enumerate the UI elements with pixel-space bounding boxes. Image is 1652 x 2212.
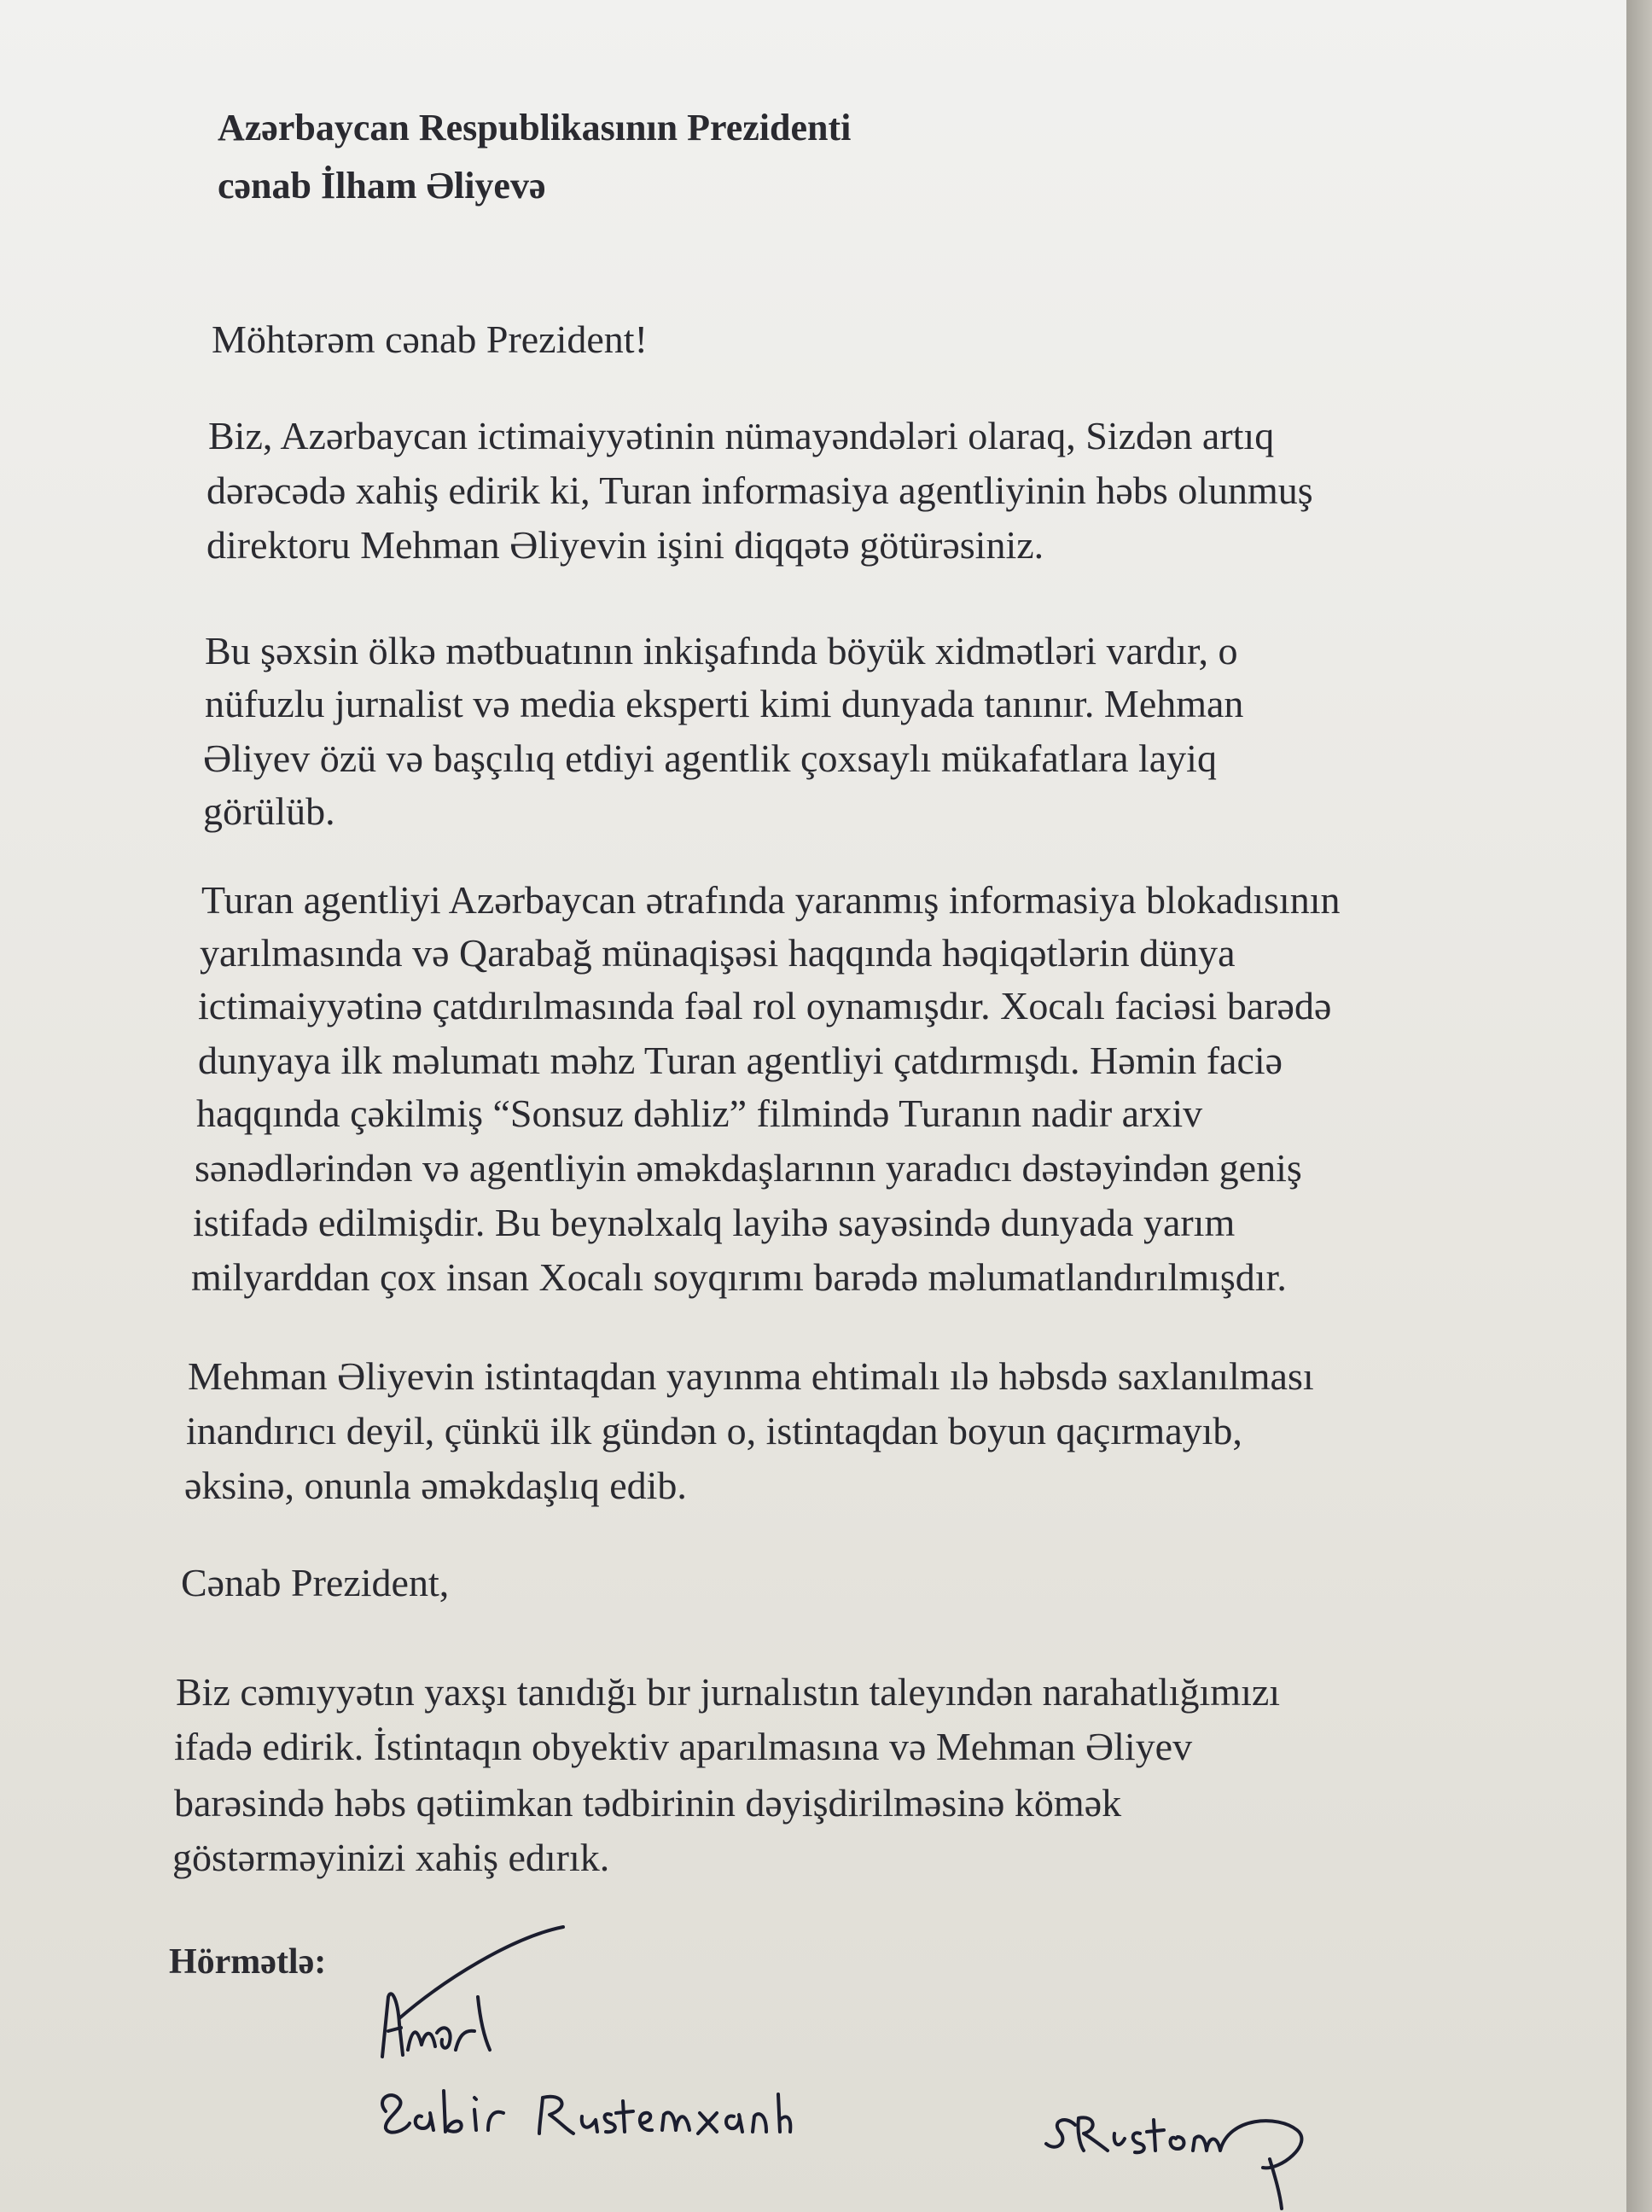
paragraph-1-line: dərəcədə xahiş edirik ki, Turan informasiya agentliyinin həbs olunmuş — [206, 469, 1313, 512]
addressee-line-1: Azərbaycan Respublikasının Prezidenti — [218, 107, 852, 148]
paragraph-1-line: Biz, Azərbaycan ictimaiyyətinin nümayəndələri olaraq, Sizdən artıq — [208, 414, 1275, 457]
paragraph-4-line: əksinə, onunla əməkdaşlıq edib. — [184, 1464, 687, 1507]
background-edge — [1626, 0, 1652, 2212]
signature-name-handwriting — [382, 2091, 790, 2133]
salutation: Möhtərəm cənab Prezident! — [212, 317, 648, 361]
paragraph-5-line: ifadə edirik. İstintaqın obyektiv aparılmasına və Mehman Əliyev — [174, 1725, 1193, 1768]
paragraph-3-line: Turan agentliyi Azərbaycan ətrafında yaranmış informasiya blokadısının — [201, 878, 1341, 922]
paragraph-3-line: haqqında çəkilmiş “Sonsuz dəhliz” filmində Turanın nadir arxiv — [196, 1091, 1203, 1135]
paragraph-4-line: Mehman Əliyevin istintaqdan yayınma ehtimalı ılə həbsdə saxlanılması — [188, 1354, 1314, 1398]
paragraph-2-line: Əliyev özü və başçılıq etdiyi agentlik çoxsaylı mükafatlara layiq — [203, 736, 1217, 780]
salutation-2: Cənab Prezident, — [181, 1561, 450, 1604]
addressee-line-2: cənab İlham Əliyevə — [218, 165, 546, 207]
paragraph-3-line: ictimaiyyətinə çatdırılmasında fəal rol oynamışdır. Xocalı faciəsi barədə — [198, 984, 1332, 1027]
signature-2-scribble — [1046, 2117, 1301, 2209]
paragraph-5-line: göstərməyinizi xahiş edırık. — [172, 1836, 610, 1879]
closing: Hörmətlə: — [169, 1942, 327, 1982]
paragraph-3-line: yarılmasında və Qarabağ münaqişəsi haqqında həqiqətlərin dünya — [200, 931, 1236, 975]
paragraph-1-line: direktoru Mehman Əliyevin işini diqqətə götürəsiniz. — [206, 523, 1044, 567]
signature-1-scribble — [382, 1994, 490, 2057]
paragraph-5-line: barəsində həbs qətiimkan tədbirinin dəyişdirilməsinə kömək — [174, 1781, 1122, 1825]
paragraph-4-line: inandırıcı deyil, çünkü ilk gündən o, istintaqdan boyun qaçırmayıb, — [186, 1409, 1242, 1452]
signature-1-stroke — [399, 1927, 563, 2018]
paragraph-3-line: milyarddan çox insan Xocalı soyqırımı barədə məlumatlandırılmışdır. — [191, 1255, 1287, 1299]
paragraph-2-line: görülüb. — [203, 789, 335, 833]
paragraph-5-line: Biz cəmıyyətın yaxşı tanıdığı bır jurnalıstın taleyındən narahatlığımızı — [176, 1670, 1281, 1714]
paragraph-2-line: Bu şəxsin ölkə mətbuatının inkişafında böyük xidmətləri vardır, o — [205, 629, 1238, 672]
paragraph-3-line: istifadə edilmişdir. Bu beynəlxalq layihə sayəsində dunyada yarım — [193, 1201, 1236, 1244]
paragraph-2-line: nüfuzlu jurnalist və media eksperti kimi dunyada tanınır. Mehman — [205, 682, 1244, 725]
paragraph-3-line: sənədlərindən və agentliyin əməkdaşlarının yaradıcı dəstəyindən geniş — [195, 1146, 1302, 1190]
paragraph-3-line: dunyaya ilk məlumatı məhz Turan agentliyi çatdırmışdı. Həmin faciə — [198, 1039, 1283, 1082]
